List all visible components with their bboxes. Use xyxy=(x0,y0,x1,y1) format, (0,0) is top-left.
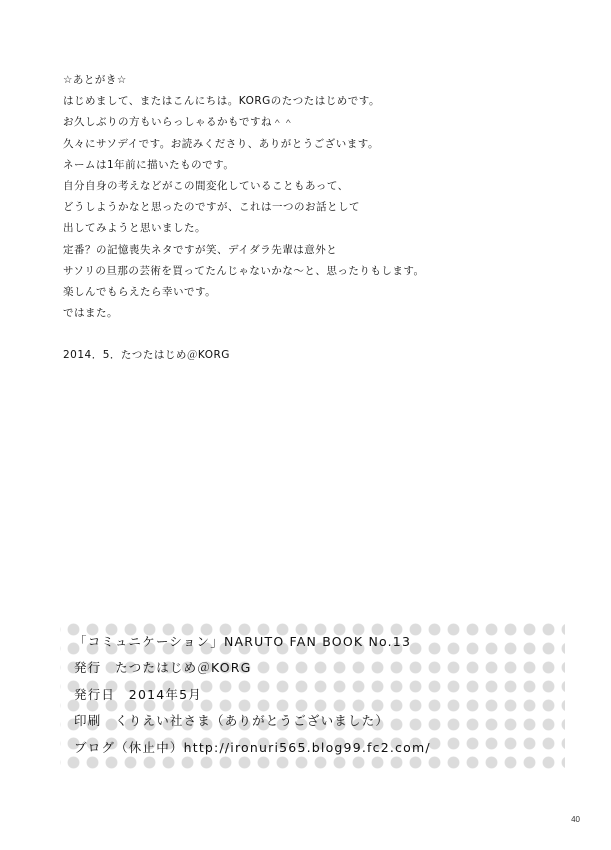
colophon-date: 発行日 2014年5月 xyxy=(74,687,202,702)
afterword-line: お久しぶりの方もいらっしゃるかもですね＾＾ xyxy=(63,116,294,129)
afterword-line: はじめまして、またはこんにちは。KORGのたつたはじめです。 xyxy=(63,95,380,108)
afterword-spacer xyxy=(63,324,563,345)
afterword-line: 出してみようと思いました。 xyxy=(63,222,206,235)
afterword-line: ではまた。 xyxy=(63,307,118,320)
afterword-signature: 2014．5．たつたはじめ＠KORG xyxy=(63,349,230,362)
afterword-line: ネームは1年前に描いたものです。 xyxy=(63,158,235,171)
afterword-line: 楽しんでもらえたら幸いです。 xyxy=(63,285,217,298)
afterword-line: サソリの旦那の芸術を買ってたんじゃないかな～と、思ったりもします。 xyxy=(63,264,425,277)
afterword-line: 定番？の記憶喪失ネタですが笑、デイダラ先輩は意外と xyxy=(63,243,338,256)
afterword-line: どうしようかなと思ったのですが、これは一つのお話として xyxy=(63,201,360,214)
colophon xyxy=(60,618,565,770)
afterword xyxy=(63,70,563,367)
colophon-title: 「コミュニケーション」NARUTO FAN BOOK No.13 xyxy=(74,634,412,649)
afterword-line: 久々にサソデイです。お読みくださり、ありがとうございます。 xyxy=(63,137,379,150)
colophon-printer: 印刷 くりえい社さま（ありがとうございました） xyxy=(74,713,390,728)
afterword-line: 自分自身の考えなどがこの間変化していることもあって、 xyxy=(63,179,349,192)
afterword-heading: ☆あとがき☆ xyxy=(63,74,127,86)
page-number: 40 xyxy=(571,815,580,824)
colophon-publisher: 発行 たつたはじめ＠KORG xyxy=(74,660,252,675)
colophon-blog: ブログ（休止中）http://ironuri565.blog99.fc2.com/ xyxy=(74,740,431,755)
